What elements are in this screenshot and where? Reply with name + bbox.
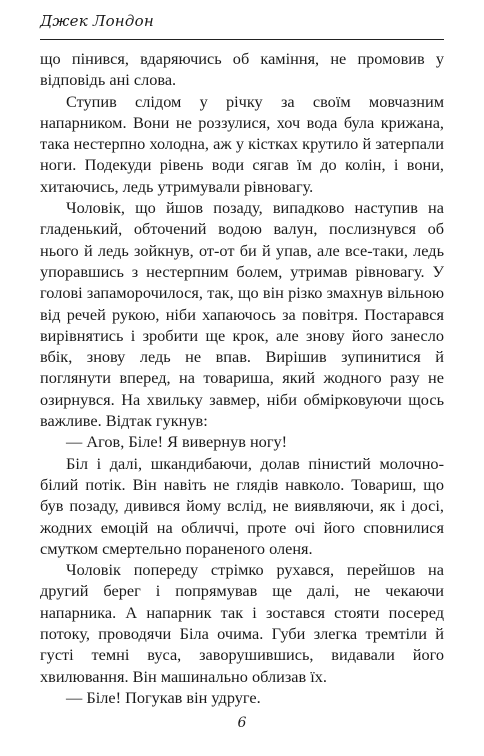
paragraph: Чоловік, що йшов позаду, випадково наступив на гладенький, обточений водою валун, послизнувся об нього й ледь зойкнув, от-от би й упав, але все-таки, ледь упоравшись з нестерпним болем, утримав рівновагу. У голові запаморочилося, так, що він різко змахнув вільною від речей рукою, ніби хапаючось за повітря. Постарався вирівнятись і зробити ще крок, але знову його занесло вбік, знову ледь не впав. Вирішив зупинитися й поглянути вперед, на товариша, який жодного разу не озирнувся. На хвильку завмер, ніби обмірковуючи щось важливе. Відтак гукнув: [40, 198, 444, 431]
paragraph: Чоловік попереду стрімко рухався, перейшов на другий берег і попрямував ще далі, не чекаючи напарника. А напарник так і зостався стояти посеред потоку, проводячи Біла очима. Губи злегка тремтіли й густі темні вуса, заворушившись, видавали його хвилювання. Він машинально облизав їх. [40, 560, 444, 686]
running-head: Джек Лондон [40, 12, 154, 30]
page-number: 6 [237, 715, 247, 731]
paragraph-continued: що пінився, вдаряючись об каміння, не промовив у відповідь ані слова. [40, 49, 444, 90]
paragraph: Біл і далі, шкандибаючи, долав пінистий молочно-білий потік. Він навіть не глядів навколо. Товариш, що був позаду, дивився йому вслід, не виявляючи, як і досі, жодних емоцій на обличчі, проте очі його сповнилися смутком смертельно пораненого оленя. [40, 453, 444, 558]
dialogue-line: — Агов, Біле! Я вивернув ногу! [66, 432, 288, 452]
body-text [40, 48, 444, 708]
header-rule [40, 39, 444, 40]
dialogue-line: — Біле! Погукав він удруге. [66, 687, 261, 707]
paragraph: Ступив слідом у річку за своїм мовчазним напарником. Вони не роззулися, хоч вода була крижана, така нестерпно холодна, аж у кістках крутило й затерпали ноги. Подекуди рівень води сягав їм до колін, і вони, хитаючись, ледь утримували рівновагу. [40, 91, 444, 196]
